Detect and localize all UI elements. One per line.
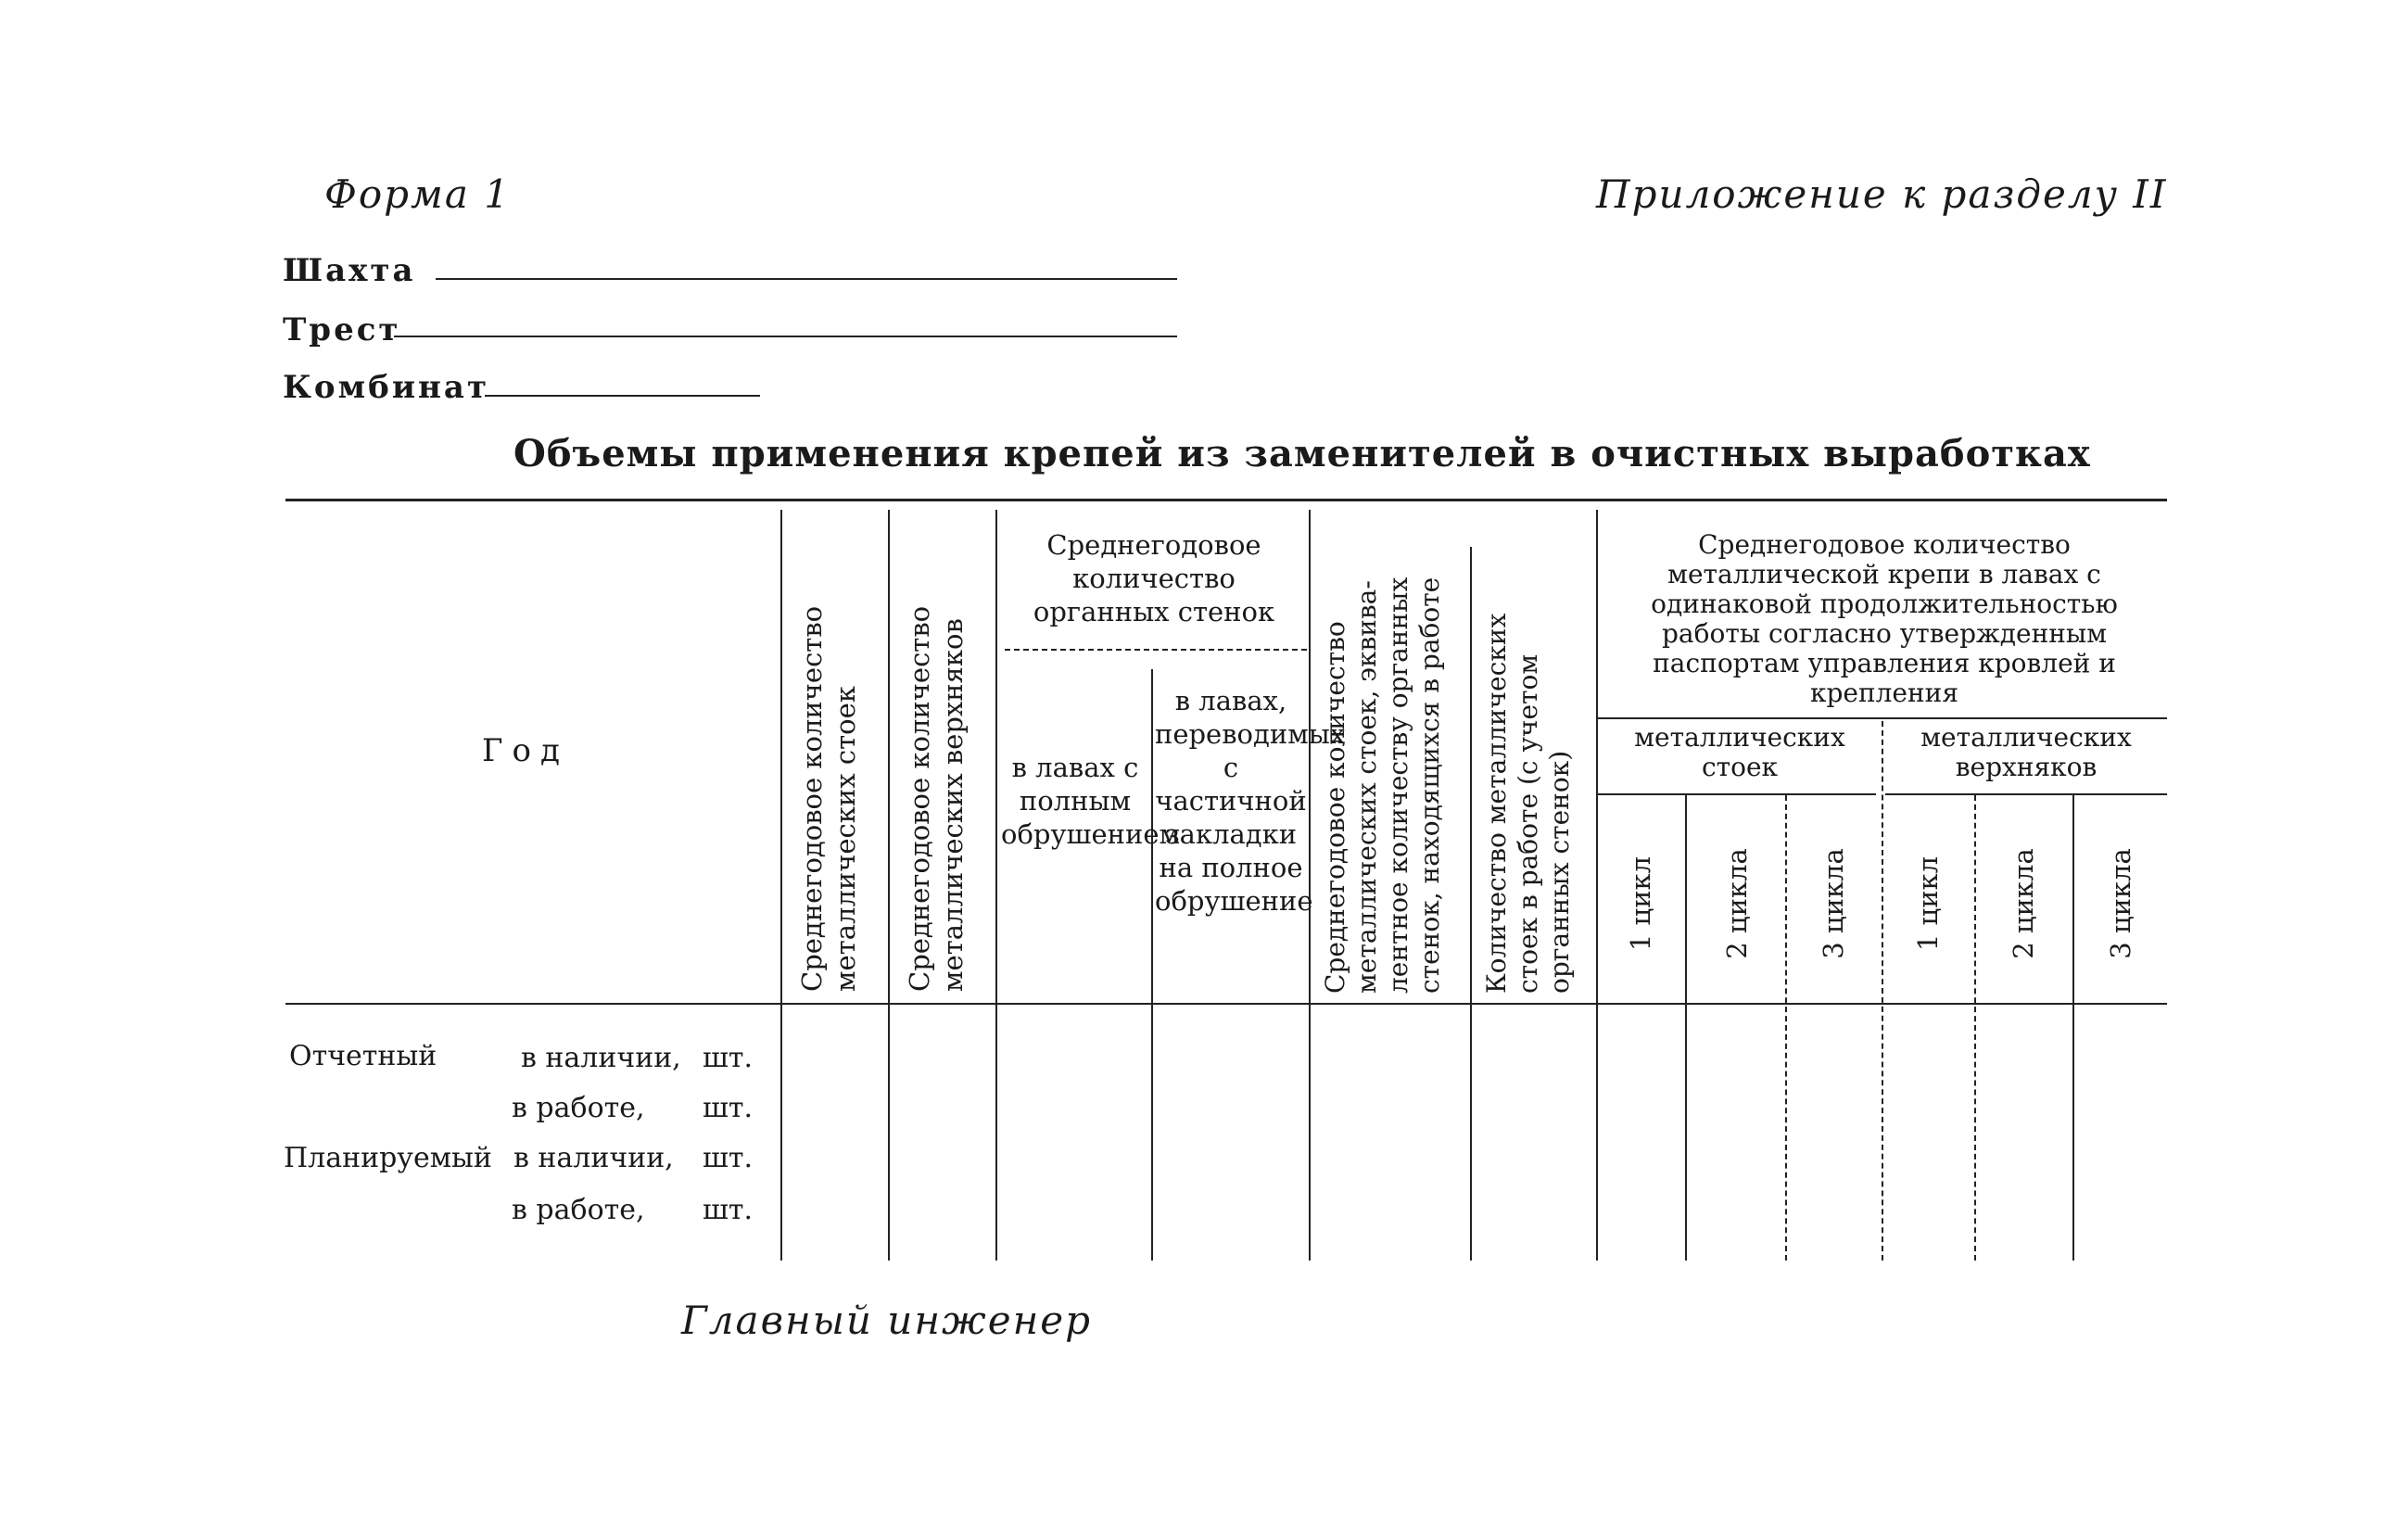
row-period: Планируемый xyxy=(284,1142,492,1174)
signature-label: Главный инженер xyxy=(681,1298,1093,1343)
header-avg-metal-props: Среднегодовое количество металлических стоек xyxy=(796,605,861,992)
subheader-rule xyxy=(1598,717,2167,719)
form-number: Форма 1 xyxy=(324,171,511,217)
col-divider xyxy=(1685,795,1687,1261)
header-organ-group: Среднегодовое количество органных стенок xyxy=(1033,529,1275,627)
col-divider xyxy=(1470,547,1472,1261)
field-label-combine: Комбинат xyxy=(283,369,490,406)
row-unit: шт. xyxy=(703,1092,754,1124)
row-unit: шт. xyxy=(703,1194,754,1226)
header-cycle: 2 цикла xyxy=(1721,848,1753,959)
header-cycle: 3 цикла xyxy=(2105,848,2136,959)
col-divider xyxy=(1596,510,1598,1261)
appendix-label: Приложение к разделу II xyxy=(1596,171,2168,217)
header-sub-props: металлических стоек xyxy=(1634,722,1845,782)
field-label-mine: Шахта xyxy=(283,252,416,289)
header-bottom-rule xyxy=(285,1003,2167,1005)
row-unit: шт. xyxy=(703,1142,754,1174)
header-equivalent-props: Среднегодовое количество металлических стоек, эквива- лентное количеству органных стенок, находящихся в работе xyxy=(1320,576,1445,994)
col-divider xyxy=(995,510,997,1261)
year-header: Год xyxy=(482,732,569,769)
header-organ-partial: в лавах, переводимых с частичной закладки на полное обрушение xyxy=(1155,685,1346,917)
table-top-rule xyxy=(285,499,2167,501)
field-line-trust[interactable] xyxy=(394,336,1177,337)
row-period: Отчетный xyxy=(289,1040,437,1072)
header-cycle: 2 цикла xyxy=(2008,848,2039,959)
col-divider xyxy=(1882,721,1883,1261)
field-line-mine[interactable] xyxy=(436,278,1177,280)
col-divider xyxy=(1151,669,1153,1261)
subheader-rule xyxy=(1885,793,2167,795)
header-cycle: 1 цикл xyxy=(1912,855,1944,952)
col-divider xyxy=(1974,795,1976,1261)
header-equal-duration-group: Среднегодовое количество металлической крепи в лавах с одинаковой продолжительностью работы согласно утвержденным паспортам управления кровлей и крепления xyxy=(1651,529,2118,708)
subheader-rule xyxy=(1005,649,1307,651)
row-kind: в работе, xyxy=(512,1194,645,1226)
col-divider xyxy=(2072,795,2074,1261)
header-cycle: 1 цикл xyxy=(1625,855,1656,952)
header-avg-metal-caps: Среднегодовое количество металлических верхняков xyxy=(904,605,969,992)
subheader-rule xyxy=(1598,793,1876,795)
col-divider xyxy=(780,510,782,1261)
col-divider xyxy=(1785,795,1787,1261)
row-unit: шт. xyxy=(703,1042,754,1074)
document-title: Объемы применения крепей из заменителей в очистных выработках xyxy=(513,432,2091,475)
field-label-trust: Трест xyxy=(283,311,401,348)
col-divider xyxy=(888,510,890,1261)
field-line-combine[interactable] xyxy=(485,395,760,397)
header-organ-full-caving: в лавах с полным обрушением xyxy=(1001,752,1181,850)
header-cycle: 3 цикла xyxy=(1818,848,1849,959)
row-kind: в наличии, xyxy=(521,1042,681,1074)
header-props-in-work: Количество металлических стоек в работе (с учетом органных стенок) xyxy=(1481,613,1575,994)
header-sub-caps: металлических верхняков xyxy=(1920,722,2132,782)
row-kind: в работе, xyxy=(512,1092,645,1124)
row-kind: в наличии, xyxy=(513,1142,674,1174)
